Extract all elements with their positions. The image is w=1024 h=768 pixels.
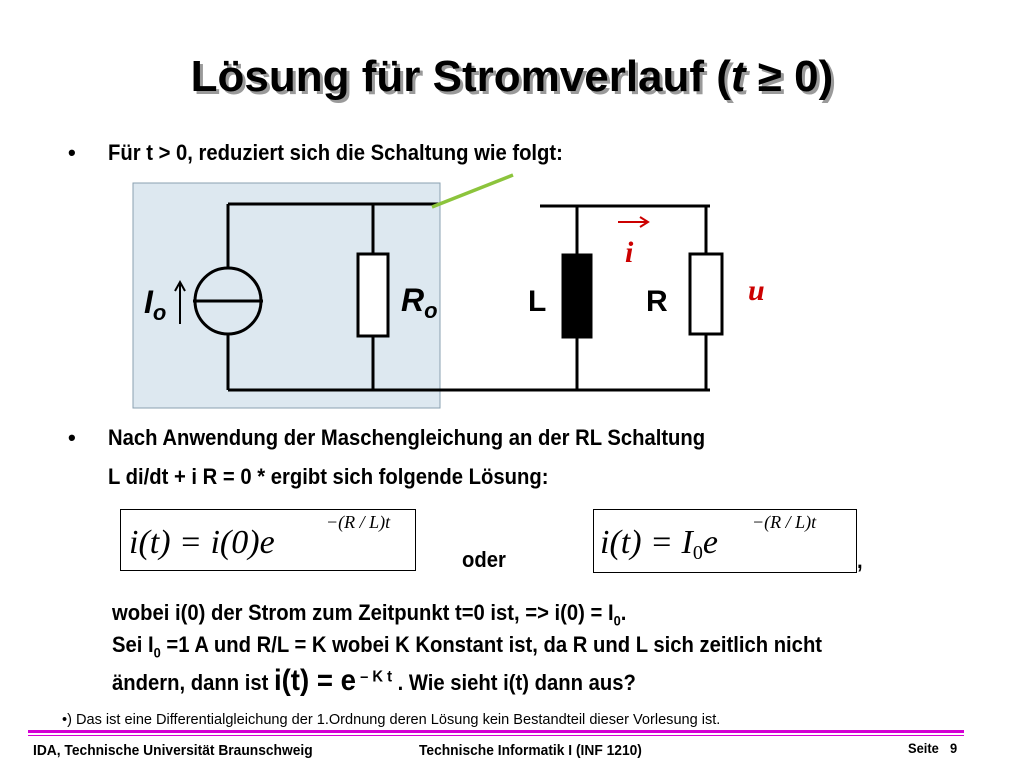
formula-box-right <box>593 509 857 573</box>
label-i: i <box>625 236 634 269</box>
formula-right-exponent: −(R / L)t <box>752 512 817 532</box>
bullet-text-mesh: Nach Anwendung der Maschengleichung an der RL Schaltung <box>108 425 706 450</box>
explanation-line-1: wobei i(0) der Strom zum Zeitpunkt t=0 ist, => $i(0) = I_0$. <box>112 600 627 629</box>
bullet-marker: • <box>68 140 76 165</box>
footer-rule-thin <box>28 735 964 736</box>
bullet-marker: • <box>68 425 76 450</box>
formula-left-exponent: −(R / L)t <box>326 512 391 532</box>
footer-page-number: 9 <box>950 740 958 756</box>
formula-box-left <box>120 509 416 571</box>
footer-institution: IDA, Technische Universität Braunschweig <box>33 742 313 759</box>
label-io: $I_o$ <box>144 284 167 325</box>
bullet-text-reduction: Für t > 0, reduziert sich die Schaltung wie folgt: <box>108 140 563 165</box>
explanation-line-2: Sei $I_0 =1$ A und R/L = K wobei K Konstant ist, da R und L sich zeitlich nicht <box>112 632 823 661</box>
pointer-line <box>432 175 513 207</box>
explanation-line-3: ändern, dann ist i(t) = e $^{- K t}$ . Wie sieht i(t) dann aus? <box>112 664 636 697</box>
footer-rule <box>28 730 964 733</box>
inductor-symbol <box>562 254 592 338</box>
slide-title: Lösung für Stromverlauf (t ≥ 0) <box>190 52 834 101</box>
formula-comma: , <box>857 548 863 573</box>
footnote: •) Das ist eine Differentialgleichung der 1.Ordnung deren Lösung kein Bestandteil dieser Vorlesung ist. <box>62 711 721 728</box>
label-ro: $R_o$ <box>401 282 438 323</box>
formula-right-lhs: i(t) = I0e <box>600 524 718 564</box>
resistor-ro-symbol <box>358 254 388 336</box>
footer-page-label: Seite <box>908 740 939 756</box>
or-label: oder <box>462 547 506 572</box>
resistor-r-symbol <box>690 254 722 334</box>
label-l: L <box>528 285 547 318</box>
formula-left-lhs: i(t) = i(0)e <box>129 524 275 561</box>
bullet-text-equation: L di/dt + i R = 0 * ergibt sich folgende Lösung: <box>108 464 549 489</box>
footer-course: Technische Informatik I (INF 1210) <box>419 742 642 759</box>
label-r: R <box>646 285 668 318</box>
label-u: u <box>748 274 765 307</box>
